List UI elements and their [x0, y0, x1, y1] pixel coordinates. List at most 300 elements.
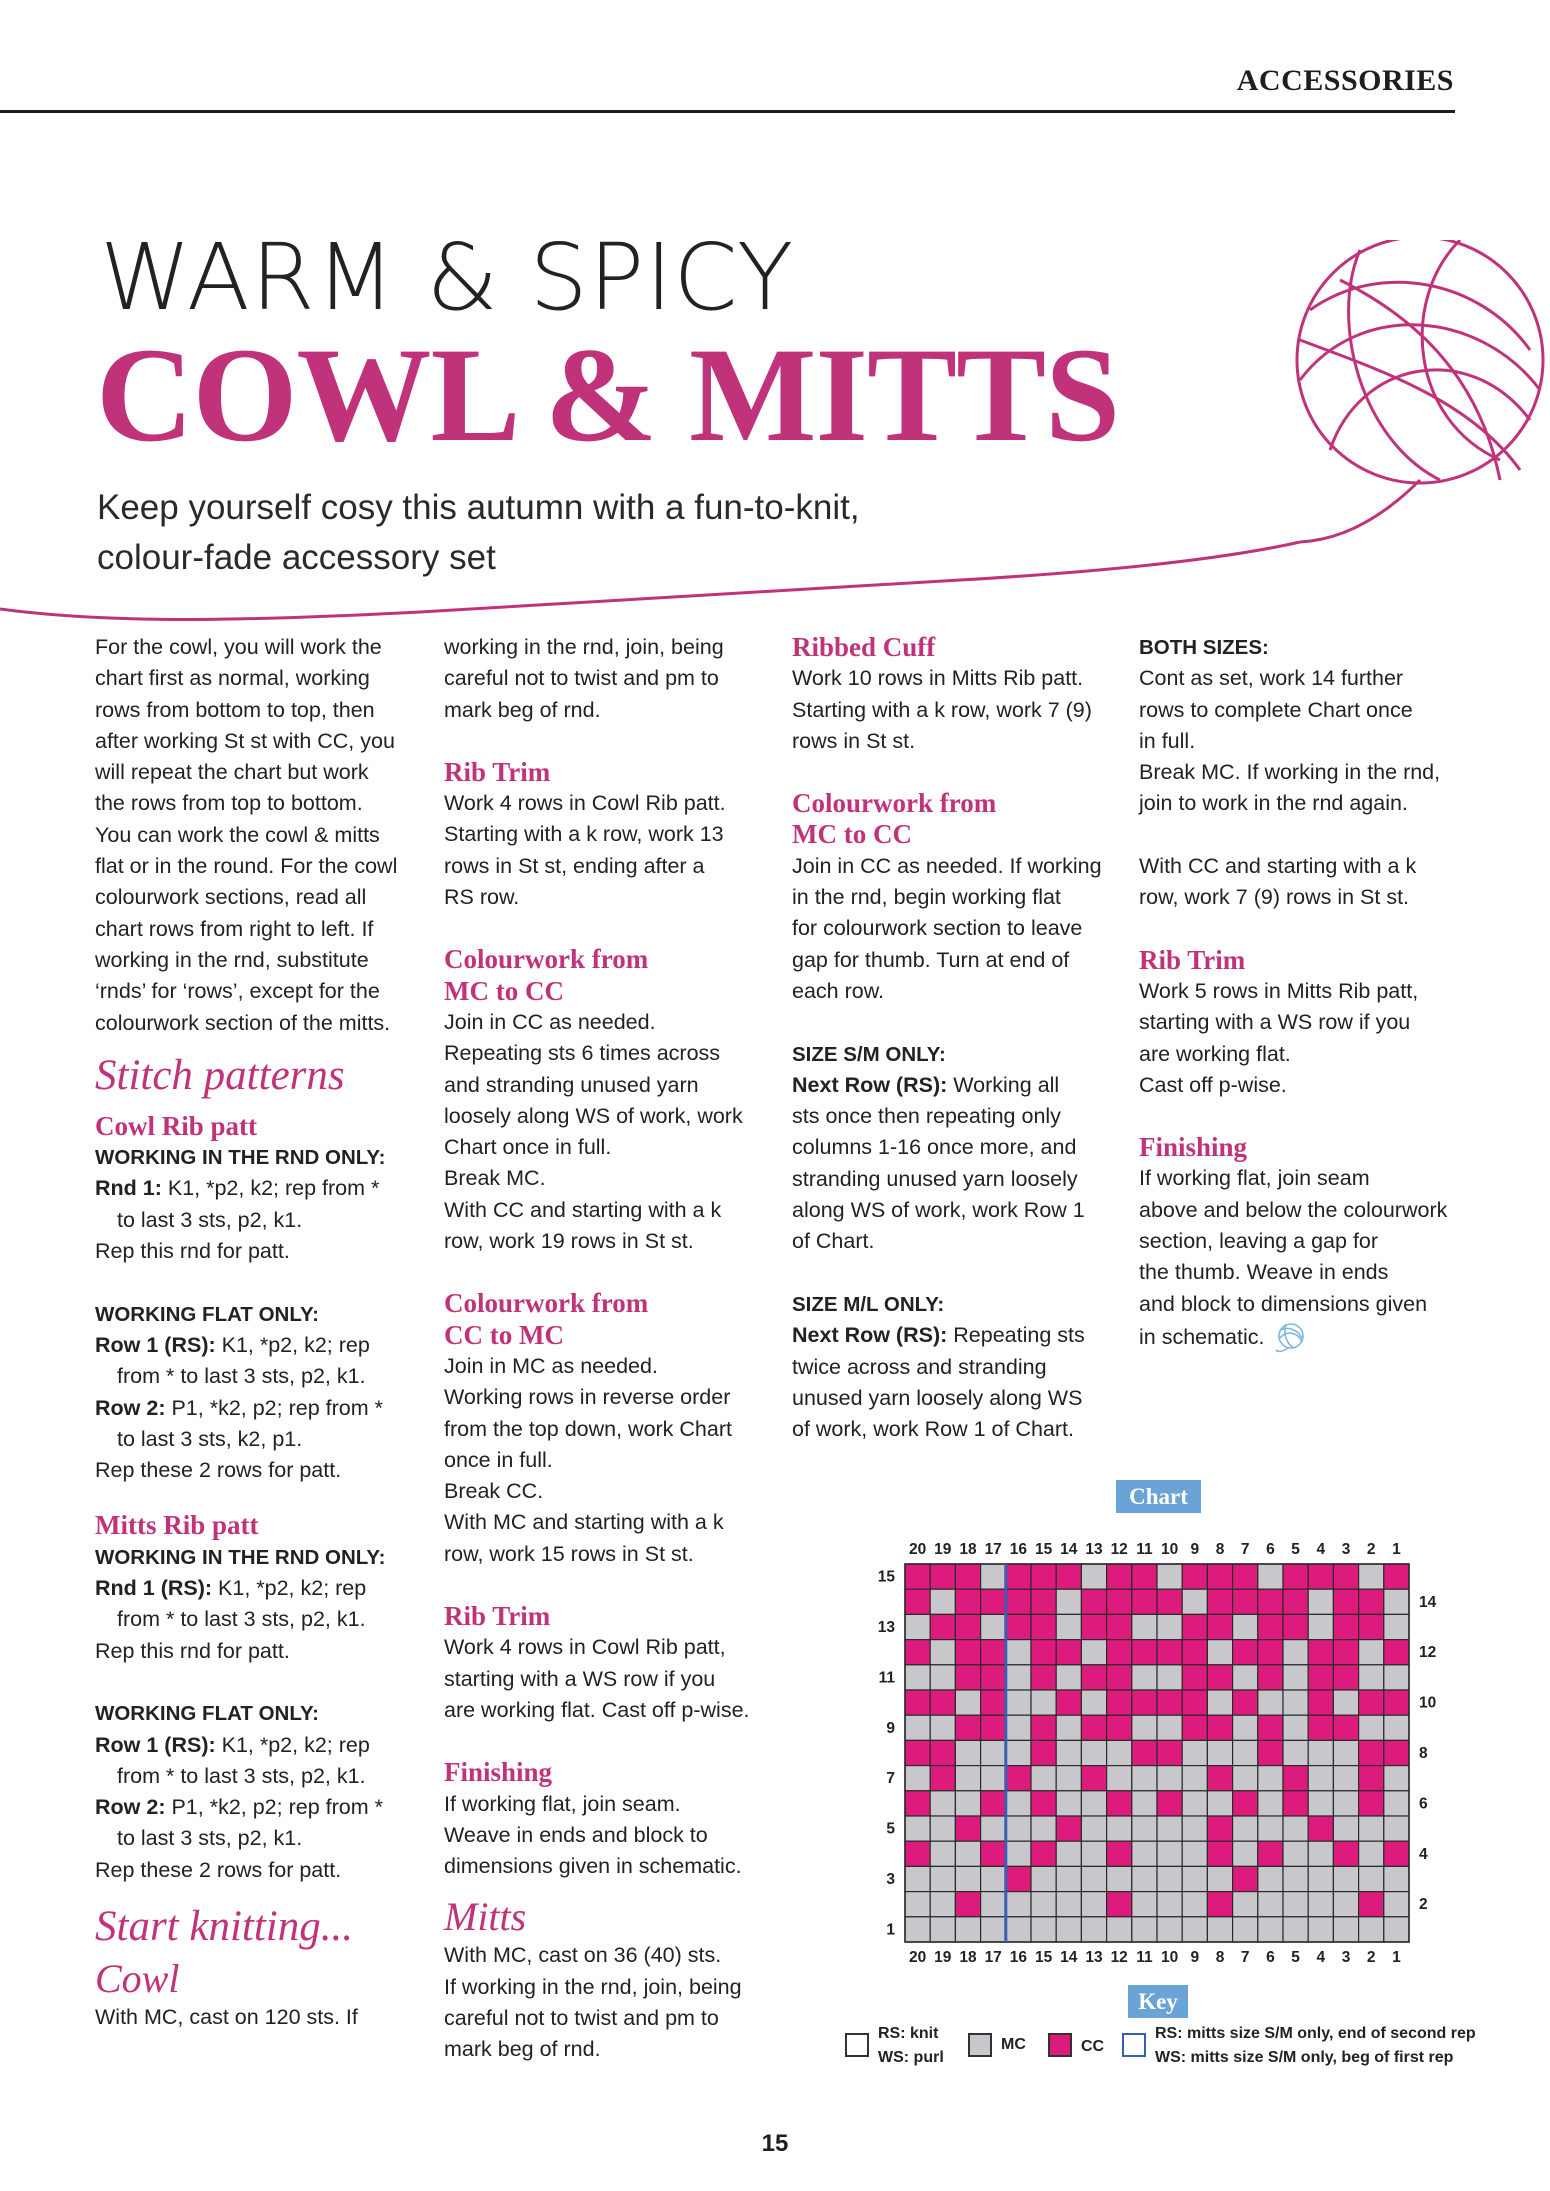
col-number-top: 18: [959, 1541, 977, 1558]
chart-cell: [1207, 1740, 1232, 1765]
stitch-patterns-heading: Stitch patterns: [95, 1051, 345, 1099]
chart-cell: [1107, 1715, 1132, 1740]
chart-cell: [981, 1564, 1006, 1589]
cowl-rib-row2-cont: to last 3 sts, k2, p1.: [117, 1426, 303, 1451]
col-number-top: 1: [1392, 1541, 1401, 1558]
chart-cell: [1182, 1841, 1207, 1866]
mitts-rib-flat-caps: WORKING FLAT ONLY:: [95, 1702, 319, 1726]
chart-cell: [1258, 1892, 1283, 1917]
text-line: starting with a WS row if you: [1139, 1010, 1411, 1035]
chart-cell: [1006, 1816, 1031, 1841]
text-line: If working flat, join seam: [1139, 1166, 1370, 1191]
chart-cell: [1359, 1665, 1384, 1690]
chart-cell: [1258, 1715, 1283, 1740]
chart-cell: [1056, 1665, 1081, 1690]
col-number-bottom: 13: [1085, 1949, 1103, 1966]
text-line: in full.: [1139, 728, 1196, 753]
chart-cell: [1031, 1892, 1056, 1917]
finishing-heading: Finishing: [444, 1757, 553, 1788]
chart-cell: [1182, 1614, 1207, 1639]
yarn-ball-icon: [1297, 240, 1543, 542]
chart-cell: [1233, 1892, 1258, 1917]
chart-cell: [1132, 1892, 1157, 1917]
chart-cell: [955, 1917, 980, 1942]
chart-cell: [1207, 1665, 1232, 1690]
text-line: rows in St st, ending after a: [444, 853, 705, 878]
chart-cell: [1207, 1791, 1232, 1816]
col-number-top: 4: [1316, 1541, 1326, 1558]
cw-cc-mc-heading: Colourwork from: [444, 1288, 649, 1319]
mitts-rib-row2-cont: to last 3 sts, p2, k1.: [117, 1826, 303, 1851]
chart-cell: [1031, 1690, 1056, 1715]
title-line-1: WARM & SPICY: [100, 224, 795, 331]
chart-cell: [930, 1841, 955, 1866]
intro-line: after working St st with CC, you: [95, 728, 395, 753]
text-line: Cast off p-wise.: [1139, 1072, 1287, 1097]
row-number-left: 13: [877, 1619, 895, 1636]
text-line: If working flat, join seam.: [444, 1791, 681, 1816]
col-number-top: 6: [1266, 1541, 1275, 1558]
chart-label: Chart: [1116, 1480, 1201, 1513]
chart-cell: [1081, 1614, 1106, 1639]
chart-cell: [1157, 1917, 1182, 1942]
key-rep-label: RS: mitts size S/M only, end of second rep WS: mitts size S/M only, beg of first rep: [1155, 2025, 1476, 2066]
col-number-top: 17: [984, 1541, 1002, 1558]
rib-trim-2-heading: Rib Trim: [444, 1601, 551, 1632]
chart-cell: [1081, 1690, 1106, 1715]
chart-cell: [1333, 1816, 1358, 1841]
text-line: Work 5 rows in Mitts Rib patt,: [1139, 978, 1419, 1003]
text-line: With MC, cast on 36 (40) sts.: [444, 1943, 722, 1968]
chart-cell: [1132, 1715, 1157, 1740]
text-line: are working flat. Cast off p-wise.: [444, 1697, 750, 1722]
text-line: Break MC.: [444, 1166, 546, 1191]
col-number-bottom: 1: [1392, 1949, 1401, 1966]
col-number-top: 3: [1341, 1541, 1351, 1558]
chart-cell: [1182, 1816, 1207, 1841]
chart-cell: [1157, 1841, 1182, 1866]
text-line: once in full.: [444, 1447, 553, 1472]
chart-cell: [981, 1665, 1006, 1690]
chart-cell: [905, 1665, 930, 1690]
chart-cell: [1258, 1740, 1283, 1765]
chart-cell: [1283, 1841, 1308, 1866]
chart-cell: [1308, 1791, 1333, 1816]
text-line: from the top down, work Chart: [444, 1416, 732, 1441]
chart-cell: [1006, 1917, 1031, 1942]
intro-line: For the cowl, you will work the: [95, 635, 382, 659]
size-ml-caps: SIZE M/L ONLY:: [792, 1292, 945, 1316]
chart-cell: [955, 1715, 980, 1740]
text-line: Join in CC as needed. If working: [792, 853, 1102, 878]
chart-cell: [1359, 1816, 1384, 1841]
text-line: Starting with a k row, work 7 (9): [792, 697, 1092, 722]
chart-cell: [1308, 1715, 1333, 1740]
chart-cell: [1308, 1665, 1333, 1690]
text-line: columns 1-16 once more, and: [792, 1135, 1077, 1160]
chart-cell: [1384, 1614, 1409, 1639]
chart-cell: [1258, 1841, 1283, 1866]
intro-line: colourwork section of the mitts.: [95, 1010, 391, 1035]
text-line: mark beg of rnd.: [444, 697, 601, 722]
chart-cell: [1308, 1589, 1333, 1614]
chart-cell: [1207, 1640, 1232, 1665]
mitts-rib-heading: Mitts Rib patt: [95, 1510, 259, 1541]
chart-cell: [1031, 1715, 1056, 1740]
row-number-left: 11: [878, 1669, 895, 1687]
chart-cell: [1006, 1841, 1031, 1866]
col-number-top: 16: [1009, 1541, 1028, 1558]
chart-cell: [1157, 1740, 1182, 1765]
chart-cell: [955, 1892, 980, 1917]
header-rule: [0, 110, 1455, 113]
mitts-rib-rnd1-cont: from * to last 3 sts, p2, k1.: [117, 1607, 366, 1632]
cw-mc-cc-heading: Colourwork from: [444, 944, 649, 975]
chart-cell: [1056, 1640, 1081, 1665]
chart-cell: [1157, 1564, 1182, 1589]
chart-cell: [1056, 1791, 1081, 1816]
chart-cell: [981, 1614, 1006, 1639]
text-line: With CC and starting with a k: [444, 1197, 722, 1222]
intro-line: colourwork sections, read all: [95, 885, 367, 910]
chart-cell: [905, 1640, 930, 1665]
chart-cell: [1182, 1766, 1207, 1791]
chart-cell: [1182, 1892, 1207, 1917]
chart-cell: [1384, 1640, 1409, 1665]
row-number-right: 2: [1419, 1896, 1428, 1914]
text-line: section, leaving a gap for: [1139, 1229, 1379, 1254]
chart-cell: [981, 1690, 1006, 1715]
chart-cell: [981, 1766, 1006, 1791]
col-number-top: 10: [1160, 1541, 1179, 1558]
text-line: Working rows in reverse order: [444, 1385, 731, 1410]
chart-cell: [1207, 1589, 1232, 1614]
chart-cell: [1056, 1614, 1081, 1639]
chart-cell: [1258, 1564, 1283, 1589]
chart-cell: [1333, 1614, 1358, 1639]
text-line: Join in CC as needed.: [444, 1009, 656, 1034]
chart-cell: [1182, 1715, 1207, 1740]
chart-cell: [1107, 1564, 1132, 1589]
chart-cell: [1207, 1690, 1232, 1715]
chart-cell: [1333, 1917, 1358, 1942]
chart-cell: [1258, 1816, 1283, 1841]
chart-cell: [1182, 1665, 1207, 1690]
chart-cell: [1132, 1917, 1157, 1942]
chart-cell: [930, 1816, 955, 1841]
chart-cell: [905, 1866, 930, 1891]
key-label: Key: [1128, 1985, 1188, 2018]
ribbed-cuff-heading: Ribbed Cuff: [792, 632, 936, 662]
chart-cell: [1233, 1917, 1258, 1942]
chart-cell: [1031, 1791, 1056, 1816]
cowl-heading: Cowl: [95, 1955, 180, 2001]
text-line: loosely along WS of work, work: [444, 1103, 743, 1128]
mitts-rib-row1: Row 1 (RS): K1, *p2, k2; rep: [95, 1732, 370, 1757]
text-line: Break CC.: [444, 1479, 544, 1504]
text-line: above and below the colourwork: [1139, 1197, 1448, 1222]
chart-cell: [1157, 1892, 1182, 1917]
chart-cell: [981, 1917, 1006, 1942]
chart-cell: [1157, 1614, 1182, 1639]
column-1: [95, 632, 415, 2033]
chart-cell: [1308, 1740, 1333, 1765]
col-number-bottom: 5: [1291, 1949, 1300, 1966]
text-line: and stranding unused yarn: [444, 1072, 699, 1097]
text-line: Cont as set, work 14 further: [1139, 666, 1404, 691]
title-line-2: COWL & MITTS: [96, 321, 1120, 470]
chart-cell: [1182, 1740, 1207, 1765]
chart-cell: [1157, 1715, 1182, 1740]
text-line: Join in MC as needed.: [444, 1353, 658, 1378]
chart-cell: [955, 1816, 980, 1841]
chart-cell: [955, 1589, 980, 1614]
text-line: twice across and stranding: [792, 1354, 1047, 1379]
chart-cell: [1107, 1740, 1132, 1765]
cowl-rib-row1-cont: from * to last 3 sts, p2, k1.: [117, 1364, 366, 1389]
chart-cell: [1006, 1665, 1031, 1690]
chart-cell: [1107, 1690, 1132, 1715]
row-number-left: 15: [877, 1568, 895, 1586]
text-line: row, work 15 rows in St st.: [444, 1541, 694, 1566]
chart-cell: [1233, 1589, 1258, 1614]
chart-cell: [1056, 1917, 1081, 1942]
chart-cell: [1132, 1665, 1157, 1690]
text-line: join to work in the rnd again.: [1139, 791, 1408, 816]
chart-cell: [1157, 1640, 1182, 1665]
chart-cell: [1384, 1791, 1409, 1816]
chart-cell: [1308, 1917, 1333, 1942]
col-number-top: 19: [934, 1541, 952, 1558]
chart-cell: [1333, 1740, 1358, 1765]
text-line: With CC and starting with a k: [1139, 854, 1417, 879]
chart-cell: [1333, 1715, 1358, 1740]
chart-cell: [1283, 1564, 1308, 1589]
text-line: sts once then repeating only: [792, 1104, 1061, 1129]
key-knit-swatch: [845, 2033, 869, 2057]
chart-cell: [930, 1690, 955, 1715]
col-number-bottom: 18: [959, 1949, 977, 1966]
chart-cell: [1006, 1614, 1031, 1639]
chart-cell: [1333, 1589, 1358, 1614]
text-line: mark beg of rnd.: [444, 2037, 601, 2062]
chart-cell: [1056, 1892, 1081, 1917]
col-number-bottom: 3: [1341, 1949, 1351, 1966]
col-number-bottom: 14: [1060, 1949, 1078, 1966]
col-number-bottom: 7: [1240, 1949, 1250, 1966]
chart-cell: [1283, 1690, 1308, 1715]
text-line: Chart once in full.: [444, 1135, 612, 1160]
chart-cell: [1384, 1841, 1409, 1866]
cowl-rib-flat-caps: WORKING FLAT ONLY:: [95, 1302, 319, 1326]
chart-cell: [1081, 1589, 1106, 1614]
chart-cell: [1359, 1791, 1384, 1816]
chart-cell: [1359, 1740, 1384, 1765]
chart-cell: [1207, 1866, 1232, 1891]
chart-cell: [1081, 1715, 1106, 1740]
chart-cell: [930, 1640, 955, 1665]
rib-trim-heading: Rib Trim: [444, 756, 551, 787]
text-line: Break MC. If working in the rnd,: [1139, 760, 1441, 785]
chart-cell: [1308, 1841, 1333, 1866]
cowl-rib-row2: Row 2: P1, *k2, p2; rep from *: [95, 1395, 383, 1420]
chart-cell: [1031, 1816, 1056, 1841]
chart-cell: [1132, 1766, 1157, 1791]
chart-cell: [981, 1791, 1006, 1816]
text-line: for colourwork section to leave: [792, 916, 1083, 941]
key-knit-label: RS: knit WS: purl: [878, 2025, 944, 2066]
column-4: [1139, 632, 1469, 1354]
chart-cell: [1006, 1892, 1031, 1917]
chart-cell: [955, 1740, 980, 1765]
chart-cell: [1258, 1640, 1283, 1665]
chart-cell: [1333, 1866, 1358, 1891]
chart-cell: [930, 1866, 955, 1891]
chart-cell: [1157, 1589, 1182, 1614]
chart-cell: [1207, 1715, 1232, 1740]
text-line: Starting with a k row, work 13: [444, 822, 724, 847]
chart-cell: [955, 1564, 980, 1589]
chart-cell: [1359, 1866, 1384, 1891]
col-number-bottom: 11: [1136, 1949, 1153, 1966]
chart-cell: [1308, 1766, 1333, 1791]
chart-cell: [1132, 1690, 1157, 1715]
chart-cell: [955, 1690, 980, 1715]
chart-cell: [1283, 1816, 1308, 1841]
text-line: careful not to twist and pm to: [444, 2005, 719, 2030]
text-line: rows in St st.: [792, 728, 916, 753]
chart-cell: [1233, 1665, 1258, 1690]
text-line: dimensions given in schematic.: [444, 1854, 742, 1879]
intro-line: chart first as normal, working: [95, 666, 370, 691]
chart-cell: [1258, 1614, 1283, 1639]
text-line: row, work 7 (9) rows in St st.: [1139, 885, 1410, 910]
row-number-right: 14: [1419, 1593, 1437, 1611]
chart-cell: [1283, 1589, 1308, 1614]
cowl-rib-rnd1: Rnd 1: K1, *p2, k2; rep from *: [95, 1176, 380, 1201]
chart-cell: [1006, 1791, 1031, 1816]
chart-cell: [1283, 1892, 1308, 1917]
page-number: 15: [761, 2130, 789, 2157]
col-number-bottom: 2: [1366, 1949, 1376, 1966]
chart-cell: [930, 1740, 955, 1765]
chart-cell: [1207, 1614, 1232, 1639]
chart-cell: [1333, 1564, 1358, 1589]
chart-cell: [905, 1614, 930, 1639]
chart-cell: [1308, 1892, 1333, 1917]
col-number-bottom: 10: [1160, 1949, 1179, 1966]
row-number-right: 10: [1419, 1694, 1437, 1712]
chart-cell: [1182, 1917, 1207, 1942]
chart-cell: [1031, 1665, 1056, 1690]
chart-cell: [1081, 1665, 1106, 1690]
chart-cell: [1031, 1740, 1056, 1765]
cowl-rib-flat-rep: Rep these 2 rows for patt.: [95, 1458, 342, 1483]
intro-line: working in the rnd, substitute: [95, 947, 369, 972]
text-line: working in the rnd, join, being: [444, 635, 724, 659]
chart-cell: [1056, 1589, 1081, 1614]
text-line: in the rnd, begin working flat: [792, 885, 1061, 910]
row-number-left: 7: [886, 1770, 895, 1788]
chart-cell: [1233, 1640, 1258, 1665]
size-sm-next-row: Next Row (RS): Working all: [792, 1072, 1060, 1097]
chart-cell: [930, 1715, 955, 1740]
chart-cell: [1333, 1665, 1358, 1690]
chart-cell: [1333, 1791, 1358, 1816]
text-line: the thumb. Weave in ends: [1139, 1260, 1389, 1285]
chart-cell: [1207, 1816, 1232, 1841]
chart-cell: [1384, 1892, 1409, 1917]
chart-cell: [1207, 1841, 1232, 1866]
chart-cell: [1359, 1564, 1384, 1589]
chart-cell: [1056, 1564, 1081, 1589]
chart-cell: [1031, 1640, 1056, 1665]
row-number-right: 4: [1419, 1845, 1428, 1863]
text-line: If working in the rnd, join, being: [444, 1974, 742, 1999]
chart-cell: [905, 1791, 930, 1816]
chart-cell: [1031, 1564, 1056, 1589]
chart-cell: [1308, 1564, 1333, 1589]
chart-cell: [1283, 1614, 1308, 1639]
chart-cell: [1283, 1866, 1308, 1891]
chart-cell: [1081, 1791, 1106, 1816]
chart-cell: [1132, 1640, 1157, 1665]
intro-line: will repeat the chart but work: [95, 760, 369, 785]
chart-cell: [1308, 1866, 1333, 1891]
chart-cell: [981, 1841, 1006, 1866]
text-line: Work 10 rows in Mitts Rib patt.: [792, 666, 1084, 691]
chart-cell: [930, 1665, 955, 1690]
chart-cell: [1081, 1740, 1106, 1765]
chart-cell: [1233, 1816, 1258, 1841]
chart-cell: [955, 1841, 980, 1866]
colourwork-heading-2: MC to CC: [792, 819, 912, 850]
chart-cell: [1333, 1640, 1358, 1665]
mitts-rib-row1-cont: from * to last 3 sts, p2, k1.: [117, 1763, 366, 1788]
chart-cell: [955, 1640, 980, 1665]
yarn-ball-end-icon: [1274, 1320, 1308, 1354]
chart-cell: [1233, 1766, 1258, 1791]
chart-cell: [1233, 1564, 1258, 1589]
size-ml-next-row: Next Row (RS): Repeating sts: [792, 1323, 1085, 1348]
chart-cell: [1283, 1665, 1308, 1690]
text-line: of Chart.: [792, 1229, 875, 1254]
chart-cell: [1056, 1866, 1081, 1891]
chart-cell: [1006, 1740, 1031, 1765]
col-number-top: 15: [1034, 1541, 1053, 1558]
size-sm-caps: SIZE S/M ONLY:: [792, 1042, 946, 1066]
chart-cell: [1056, 1715, 1081, 1740]
chart-cell: [1333, 1841, 1358, 1866]
intro-line: ‘rnds’ for ‘rows’, except for the: [95, 979, 380, 1004]
chart-cell: [1081, 1564, 1106, 1589]
chart-cell: [1056, 1766, 1081, 1791]
chart-cell: [1132, 1589, 1157, 1614]
text-line: starting with a WS row if you: [444, 1666, 716, 1691]
chart-cell: [955, 1665, 980, 1690]
chart-cell: [1107, 1614, 1132, 1639]
col-number-top: 8: [1215, 1541, 1225, 1558]
chart-cell: [905, 1715, 930, 1740]
chart-cell: [1056, 1841, 1081, 1866]
chart-cell: [1333, 1690, 1358, 1715]
chart-cell: [1006, 1690, 1031, 1715]
col-number-bottom: 8: [1215, 1949, 1225, 1966]
cowl-rib-rnd-caps: WORKING IN THE RND ONLY:: [95, 1146, 386, 1170]
colourwork-heading: Colourwork from: [792, 788, 997, 819]
key-mc-swatch: [968, 2033, 992, 2057]
chart-cell: [1207, 1564, 1232, 1589]
